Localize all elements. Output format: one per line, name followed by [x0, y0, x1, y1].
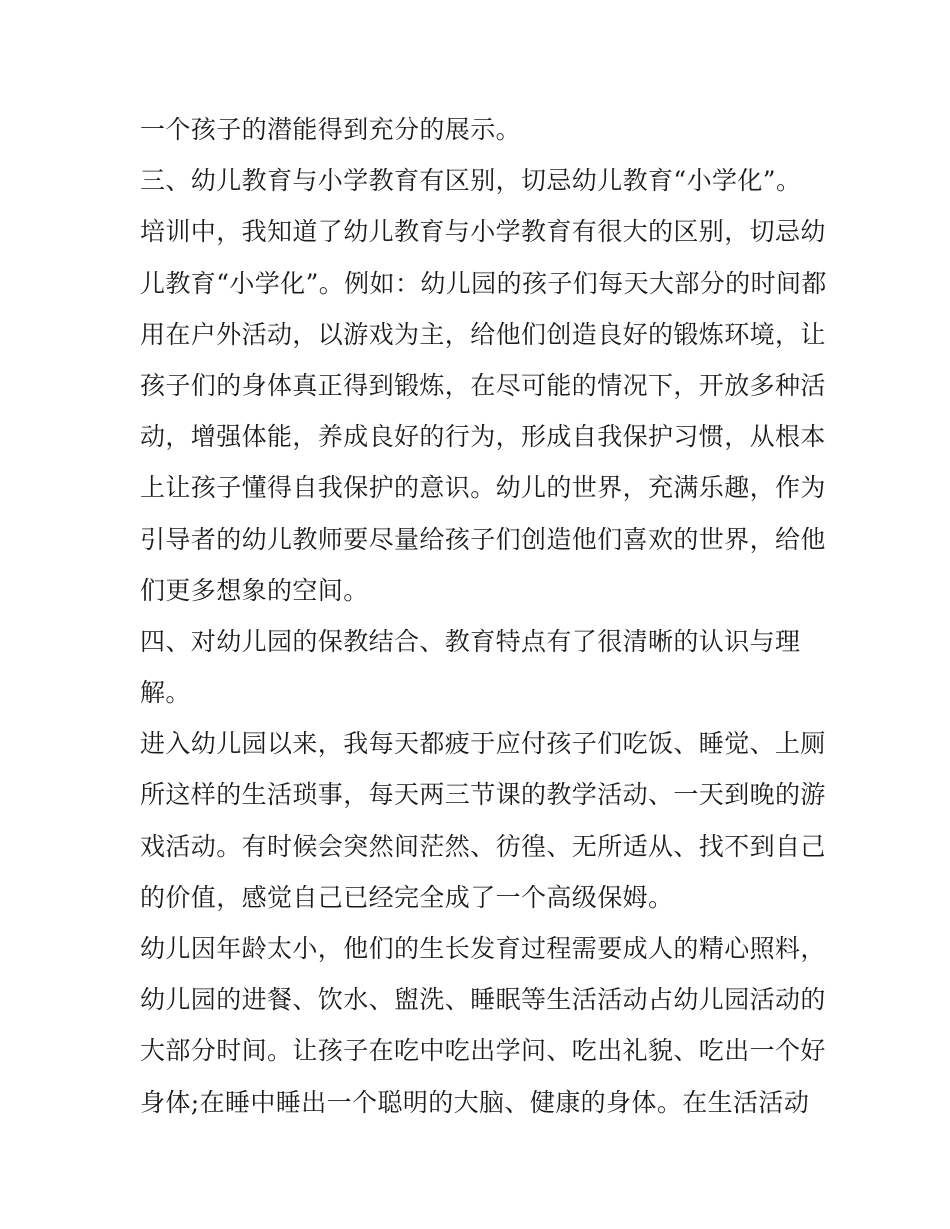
- text-line: 一个孩子的潜能得到充分的展示。: [140, 115, 522, 144]
- section-heading: 四、对幼儿园的保教结合、教育特点有了很清晰的认识与理: [140, 626, 801, 656]
- text-line: 们更多想象的空间。: [140, 575, 369, 605]
- section-heading-continued: 解。: [140, 678, 191, 708]
- text-line: 幼儿因年龄太小，他们的生长发育过程需要成人的精心照料，: [140, 934, 826, 963]
- document-body: [140, 104, 830, 1128]
- text-line: 进入幼儿园以来，我每天都疲于应付孩子们吃饭、睡觉、上厕: [140, 729, 826, 759]
- text-line: 戏活动。有时候会突然间茫然、彷徨、无所适从、找不到自己: [140, 831, 826, 861]
- text-line: 大部分时间。让孩子在吃中吃出学问、吃出礼貌、吃出一个好: [140, 1036, 826, 1066]
- text-line: 培训中，我知道了幼儿教育与小学教育有很大的区别，切忌幼: [140, 217, 826, 247]
- text-line: 的价值，感觉自己已经完全成了一个高级保姆。: [140, 882, 674, 912]
- text-line: 孩子们的身体真正得到锻炼，在尽可能的情况下，开放多种活: [140, 370, 826, 400]
- text-line: 动，增强体能，养成良好的行为，形成自我保护习惯，从根本: [140, 422, 826, 452]
- text-line: 用在户外活动，以游戏为主，给他们创造良好的锻炼环境，让: [140, 319, 826, 349]
- text-line: 引导者的幼儿教师要尽量给孩子们创造他们喜欢的世界，给他: [140, 524, 826, 554]
- text-line: 所这样的生活琐事，每天两三节课的教学活动、一天到晚的游: [140, 780, 826, 810]
- text-line: 上让孩子懂得自我保护的意识。幼儿的世界，充满乐趣，作为: [140, 473, 826, 503]
- text-line: 幼儿园的进餐、饮水、盥洗、睡眠等生活活动占幼儿园活动的: [140, 985, 826, 1015]
- text-line: 身体;在睡中睡出一个聪明的大脑、健康的身体。在生活活动: [140, 1087, 810, 1117]
- text-line: 儿教育“小学化”。例如：幼儿园的孩子们每天大部分的时间都: [140, 268, 827, 298]
- section-heading: 三、幼儿教育与小学教育有区别，切忌幼儿教育“小学化”。: [140, 166, 802, 196]
